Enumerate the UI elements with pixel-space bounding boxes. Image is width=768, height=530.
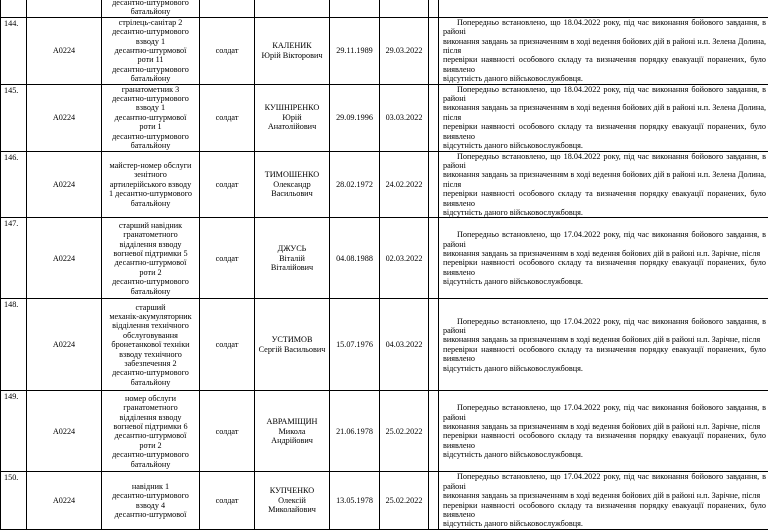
description-text: відсутність даного військовослужбовця.: [443, 519, 583, 528]
birth-date: 21.06.1978: [336, 427, 373, 436]
cell-name: [255, 17, 330, 84]
birth-date: 28.02.1972: [336, 180, 373, 189]
cell-blank: [429, 472, 439, 529]
given-names: Сергій Васильович: [258, 345, 326, 354]
description-line: [443, 317, 766, 336]
cell-event-date: [380, 17, 429, 84]
cell-position: [102, 151, 200, 218]
position-line: десантно-штурмової: [104, 510, 197, 519]
event-date: 03.03.2022: [386, 113, 423, 122]
event-date: 24.02.2022: [386, 180, 423, 189]
birth-date: 13.05.1978: [336, 496, 373, 505]
position-line: майстер-номер обслуги: [104, 161, 197, 170]
position-line: батальйону: [104, 7, 197, 16]
event-date: 29.03.2022: [386, 46, 423, 55]
description-text: Попередньо встановлено, що 18.04.2022 року, під час виконання бойового завдання, в районі: [443, 18, 766, 36]
cell-event-date: [380, 391, 429, 472]
cell-event-date: [380, 151, 429, 218]
description-line: [443, 519, 766, 528]
position-line: батальйону: [104, 460, 197, 469]
given-names: Миколайович: [258, 505, 326, 514]
given-names: Микола Андрійович: [258, 427, 326, 446]
description-text: Попередньо встановлено, що 18.04.2022 року, під час виконання бойового завдання, в районі: [443, 85, 766, 103]
cell-number: [1, 151, 27, 218]
cell-description: [439, 391, 768, 472]
description-line: [443, 103, 766, 122]
cell-unit: [27, 472, 102, 529]
description-text: виконання завдань за призначенням в ході ведення бойових дій в районі н.п. Зарічне, після: [443, 422, 760, 431]
table-row: [1, 151, 768, 218]
description-text: Попередньо встановлено, що 17.04.2022 року, під час виконання бойового завдання, в районі: [443, 317, 766, 335]
description-text: Попередньо встановлено, що 18.04.2022 року, під час виконання бойового завдання, в районі: [443, 152, 766, 170]
cell-rank: [200, 299, 255, 391]
cell-birth-date: [330, 17, 380, 84]
cell-name: [255, 472, 330, 529]
description-line: [443, 345, 766, 364]
description-text: виконання завдань за призначенням в ході ведення бойових дій в районі н.п. Зарічне, після: [443, 249, 760, 258]
description-line: [443, 122, 766, 141]
cell-number: [1, 0, 27, 17]
cell-birth-date: [330, 151, 380, 218]
table-row: [1, 17, 768, 84]
description-line: [443, 141, 766, 150]
cell-event-date: [380, 218, 429, 299]
military-unit: А0224: [53, 340, 75, 349]
position-line: гранатометного: [104, 403, 197, 412]
cell-position: [102, 17, 200, 84]
description-line: [443, 403, 766, 422]
position-line: вогневої підтримки 5: [104, 249, 197, 258]
position-line: роти 1: [104, 122, 197, 131]
position-line: десантно-штурмової: [104, 258, 197, 267]
cell-birth-date: [330, 84, 380, 151]
position-line: роти 2: [104, 441, 197, 450]
surname: КУШНІРЕНКО Юрій: [258, 103, 326, 122]
position-line: десантно-штурмового: [104, 65, 197, 74]
cell-description: [439, 218, 768, 299]
cell-position: [102, 84, 200, 151]
position-line: 1 десантно-штурмового: [104, 189, 197, 198]
cell-blank: [429, 299, 439, 391]
description-text: перевірки наявності особового складу та визначення порядку евакуації поранених, було виявлено: [443, 55, 766, 73]
description-text: Попередньо встановлено, що 17.04.2022 року, під час виконання бойового завдання, в районі: [443, 230, 766, 248]
cell-name: [255, 84, 330, 151]
position-line: десантно-штурмового: [104, 27, 197, 36]
given-names: Юрій Вікторович: [258, 51, 326, 60]
position-line: відділення взводу: [104, 413, 197, 422]
table-row: [1, 84, 768, 151]
description-text: перевірки наявності особового складу та визначення порядку евакуації поранених, було виявлено: [443, 258, 766, 276]
position-line: десантно-штурмового: [104, 368, 197, 377]
position-line: навідник 1: [104, 482, 197, 491]
position-line: десантно-штурмового: [104, 450, 197, 459]
cell-rank: [200, 391, 255, 472]
description-line: [443, 258, 766, 277]
description-line: [443, 85, 766, 104]
position-line: бронетанкової техніки: [104, 340, 197, 349]
table-row: [1, 391, 768, 472]
description-text: перевірки наявності особового складу та визначення порядку евакуації поранених, було виявлено: [443, 431, 766, 449]
military-unit: А0224: [53, 254, 75, 263]
given-names: Анатолійович: [258, 122, 326, 131]
description-line: [443, 491, 766, 500]
cell-number: [1, 299, 27, 391]
position-line: десантно-штурмового: [104, 0, 197, 7]
position-line: відділення взводу: [104, 240, 197, 249]
cell-unit: [27, 84, 102, 151]
surname: ДЖУСЬ: [258, 244, 326, 253]
description-line: [443, 170, 766, 189]
rank: солдат: [216, 496, 239, 505]
position-line: забезпечення 2: [104, 359, 197, 368]
cell-unit: [27, 218, 102, 299]
cell-birth-date: [330, 299, 380, 391]
description-line: [443, 364, 766, 373]
row-number: 144.: [4, 19, 18, 28]
rank: солдат: [216, 427, 239, 436]
row-number: 150.: [4, 473, 18, 482]
position-line: батальйону: [104, 74, 197, 83]
description-line: [443, 501, 766, 520]
position-line: десантно-штурмового: [104, 132, 197, 141]
description-line: [443, 37, 766, 56]
position-line: стрілець-санітар 2: [104, 18, 197, 27]
table-row: [1, 299, 768, 391]
description-text: перевірки наявності особового складу та визначення порядку евакуації поранених, було виявлено: [443, 189, 766, 207]
cell-number: [1, 84, 27, 151]
position-line: відділення технічного: [104, 321, 197, 330]
event-date: 25.02.2022: [386, 427, 423, 436]
description-line: [443, 431, 766, 450]
position-line: десантно-штурмового: [104, 277, 197, 286]
rank: солдат: [216, 254, 239, 263]
description-text: відсутність даного військовослужбовця.: [443, 141, 583, 150]
cell-birth-date: [330, 0, 380, 17]
description-line: [443, 189, 766, 208]
cell-blank: [429, 151, 439, 218]
position-line: десантно-штурмової: [104, 113, 197, 122]
position-line: батальйону: [104, 287, 197, 296]
cell-position: [102, 218, 200, 299]
surname: АВРАМІЩИН: [258, 417, 326, 426]
cell-number: [1, 218, 27, 299]
cell-position: [102, 0, 200, 17]
cell-position: [102, 472, 200, 529]
description-text: перевірки наявності особового складу та визначення порядку евакуації поранених, було виявлено: [443, 122, 766, 140]
table-row: [1, 472, 768, 529]
position-line: десантно-штурмової: [104, 46, 197, 55]
cell-name: [255, 299, 330, 391]
cell-unit: [27, 391, 102, 472]
description-line: [443, 472, 766, 491]
row-number: 146.: [4, 153, 18, 162]
cell-blank: [429, 84, 439, 151]
position-line: взводу 1: [104, 37, 197, 46]
cell-blank: [429, 17, 439, 84]
rank: солдат: [216, 340, 239, 349]
description-line: [443, 450, 766, 459]
rank: солдат: [216, 113, 239, 122]
cell-description: [439, 17, 768, 84]
cell-description: [439, 84, 768, 151]
cell-rank: [200, 218, 255, 299]
cell-unit: [27, 17, 102, 84]
military-unit: А0224: [53, 180, 75, 189]
position-line: батальйону: [104, 199, 197, 208]
cell-rank: [200, 17, 255, 84]
cell-number: [1, 472, 27, 529]
cell-description: [439, 151, 768, 218]
cell-rank: [200, 151, 255, 218]
row-number: 145.: [4, 86, 18, 95]
position-line: батальйону: [104, 378, 197, 387]
cell-position: [102, 299, 200, 391]
event-date: 02.03.2022: [386, 254, 423, 263]
cell-number: [1, 391, 27, 472]
row-number: 148.: [4, 300, 18, 309]
position-line: взводу 4: [104, 501, 197, 510]
description-text: відсутність даного військовослужбовця.: [443, 74, 583, 83]
position-line: батальйону: [104, 141, 197, 150]
military-unit: А0224: [53, 113, 75, 122]
description-text: перевірки наявності особового складу та визначення порядку евакуації поранених, було виявлено: [443, 501, 766, 519]
position-line: взводу технічного: [104, 350, 197, 359]
description-text: відсутність даного військовослужбовця.: [443, 364, 583, 373]
description-text: відсутність даного військовослужбовця.: [443, 208, 583, 217]
cell-unit: [27, 299, 102, 391]
position-line: роти 11: [104, 55, 197, 64]
birth-date: 29.09.1996: [336, 113, 373, 122]
surname: КАЛЕНИК: [258, 41, 326, 50]
military-unit: А0224: [53, 496, 75, 505]
position-line: взводу 1: [104, 103, 197, 112]
cell-event-date: [380, 84, 429, 151]
position-line: десантно-штурмової: [104, 431, 197, 440]
position-line: десантно-штурмового: [104, 94, 197, 103]
position-line: механік-акумуляторник: [104, 312, 197, 321]
position-line: десантно-штурмового: [104, 491, 197, 500]
description-line: [443, 422, 766, 431]
cell-number: [1, 17, 27, 84]
cell-birth-date: [330, 218, 380, 299]
cell-birth-date: [330, 472, 380, 529]
description-text: Попередньо встановлено, що 17.04.2022 року, під час виконання бойового завдання, в районі: [443, 472, 766, 490]
cell-unit: [27, 0, 102, 17]
position-line: артилерійського взводу: [104, 180, 197, 189]
cell-description: [439, 0, 768, 17]
description-line: [443, 277, 766, 286]
table-row-partial: [1, 0, 768, 17]
cell-blank: [429, 391, 439, 472]
cell-name: [255, 218, 330, 299]
cell-unit: [27, 151, 102, 218]
birth-date: 04.08.1988: [336, 254, 373, 263]
event-date: 04.03.2022: [386, 340, 423, 349]
position-line: старший: [104, 303, 197, 312]
description-text: виконання завдань за призначенням в ході ведення бойових дій в районі н.п. Зарічне, після: [443, 335, 760, 344]
description-text: виконання завдань за призначенням в ході ведення бойових дій в районі н.п. Зелена Долина, після: [443, 170, 766, 188]
military-unit: А0224: [53, 46, 75, 55]
given-names: Олександр Васильович: [258, 180, 326, 199]
position-line: номер обслуги: [104, 394, 197, 403]
description-line: [443, 152, 766, 171]
position-line: роти 2: [104, 268, 197, 277]
cell-blank: [429, 0, 439, 17]
surname: КУПЧЕНКО Олексій: [258, 486, 326, 505]
cell-description: [439, 299, 768, 391]
cell-blank: [429, 218, 439, 299]
cell-rank: [200, 84, 255, 151]
cell-event-date: [380, 472, 429, 529]
description-text: відсутність даного військовослужбовця.: [443, 450, 583, 459]
description-line: [443, 208, 766, 217]
position-line: вогневої підтримки 6: [104, 422, 197, 431]
cell-description: [439, 472, 768, 529]
rank: солдат: [216, 180, 239, 189]
position-line: старший навідник: [104, 221, 197, 230]
position-line: гранатометник 3: [104, 85, 197, 94]
description-line: [443, 74, 766, 83]
cell-rank: [200, 0, 255, 17]
cell-name: [255, 391, 330, 472]
birth-date: 15.07.1976: [336, 340, 373, 349]
surname: ТИМОШЕНКО: [258, 170, 326, 179]
description-text: Попередньо встановлено, що 17.04.2022 року, під час виконання бойового завдання, в районі: [443, 403, 766, 421]
row-number: 147.: [4, 219, 18, 228]
cell-event-date: [380, 299, 429, 391]
description-text: виконання завдань за призначенням в ході ведення бойових дій в районі н.п. Зелена Долина, після: [443, 103, 766, 121]
military-unit: А0224: [53, 427, 75, 436]
description-line: [443, 55, 766, 74]
given-names: Віталій Віталійович: [258, 254, 326, 273]
cell-name: [255, 0, 330, 17]
description-line: [443, 335, 766, 344]
event-date: 25.02.2022: [386, 496, 423, 505]
cell-name: [255, 151, 330, 218]
description-line: [443, 230, 766, 249]
description-text: відсутність даного військовослужбовця.: [443, 277, 583, 286]
description-text: виконання завдань за призначенням в ході ведення бойових дій в районі н.п. Зелена Долина, після: [443, 37, 766, 55]
description-line: [443, 249, 766, 258]
row-number: 149.: [4, 392, 18, 401]
cell-event-date: [380, 0, 429, 17]
surname: УСТИМОВ: [258, 335, 326, 344]
rank: солдат: [216, 46, 239, 55]
cell-birth-date: [330, 391, 380, 472]
position-line: гранатометного: [104, 230, 197, 239]
cell-rank: [200, 472, 255, 529]
description-text: виконання завдань за призначенням в ході ведення бойових дій в районі н.п. Зарічне, після: [443, 491, 760, 500]
description-text: перевірки наявності особового складу та визначення порядку евакуації поранених, було виявлено: [443, 345, 766, 363]
position-line: зенітного: [104, 170, 197, 179]
birth-date: 29.11.1989: [336, 46, 373, 55]
description-line: [443, 18, 766, 37]
position-line: обслуговування: [104, 331, 197, 340]
cell-position: [102, 391, 200, 472]
table-row: [1, 218, 768, 299]
